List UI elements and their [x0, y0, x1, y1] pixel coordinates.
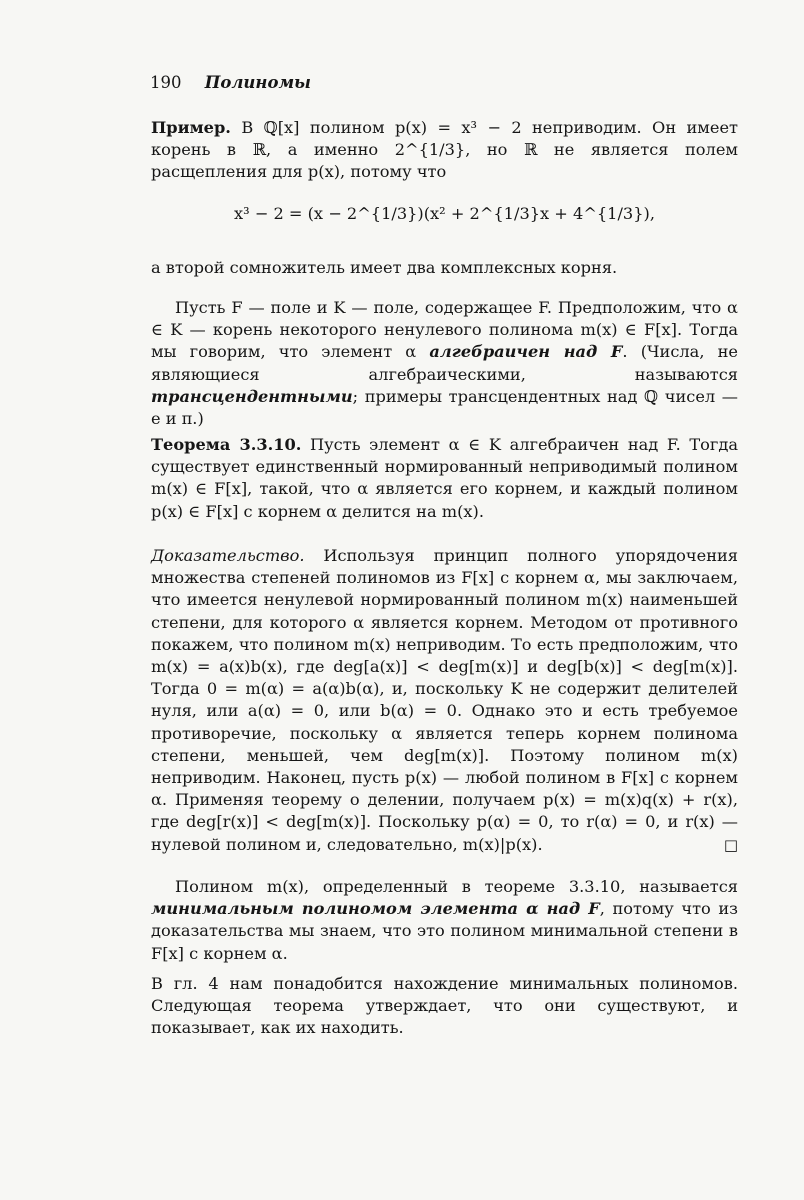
- minimal-polynomial-block: [151, 876, 738, 965]
- example-label: Пример.: [151, 118, 231, 137]
- proof-block: [151, 545, 738, 856]
- example-text: В ℚ[x] полином p(x) = x³ − 2 неприводим. Он имеет корень в ℝ, а именно 2^{1/3}, но ℝ не является полем расщепления для p(x), потому что: [151, 118, 738, 182]
- definition-part3: ; примеры трансцендентных над ℚ чисел — e и π.): [151, 386, 738, 429]
- closing-block: [151, 973, 738, 1040]
- running-title: Полиномы: [204, 73, 311, 92]
- definition-term2: трансцендентными: [151, 386, 353, 406]
- theorem-block: [151, 434, 738, 523]
- display-formula: x³ − 2 = (x − 2^{1/3})(x² + 2^{1/3}x + 4^{1/3}),: [233, 204, 655, 223]
- minimal-term: минимальным полиномом элемента α над F: [151, 899, 600, 919]
- closing-text: В гл. 4 нам понадобится нахождение минимальных полиномов. Следующая теорема утверждает, что они существуют, и показывает, как их находить.: [151, 974, 738, 1038]
- proof-label: Доказательство.: [151, 546, 305, 565]
- page-header: [150, 73, 311, 92]
- theorem-label: Теорема 3.3.10.: [151, 435, 302, 454]
- minimal-part2: , потому что из доказательства мы знаем, что это полином минимальной степени в F[x] с корнем α.: [151, 899, 738, 963]
- after-formula-block: [151, 257, 738, 279]
- minimal-part1: Полином m(x), определенный в теореме 3.3.10, называется: [175, 877, 738, 896]
- page-number: 190: [150, 73, 182, 92]
- definition-term1: алгебраичен над F: [429, 342, 623, 362]
- after-formula-text: а второй сомножитель имеет два комплексных корня.: [151, 258, 618, 277]
- theorem-text: Пусть элемент α ∈ K алгебраичен над F. Тогда существует единственный нормированный неприводимый полином m(x) ∈ F[x], такой, что α является его корнем, и каждый полином p(x) ∈ F[x] с корнем α делится на m(x).: [151, 435, 739, 521]
- definition-part1: Пусть F — поле и K — поле, содержащее F. Предположим, что α ∈ K — корень некоторого ненулевого полинома m(x) ∈ F[x]. Тогда мы говорим, что элемент α: [151, 298, 738, 362]
- definition-block: [151, 297, 738, 430]
- qed-symbol: □: [723, 835, 738, 854]
- proof-text: Используя принцип полного упорядочения множества степеней полиномов из F[x] с корнем α, мы заключаем, что имеется ненулевой нормированный полином m(x) наименьшей степени, для которого α является корнем. Методом от противного покажем, что полином m(x) неприводим. То есть предположим, что m(x) = a(x)b(x), где deg[a(x)] < deg[m(x)] и deg[b(x)] < deg[m(x)]. Тогда 0 = m(α) = a(α)b(α), и, поскольку K не содержит делителей нуля, или a(α) = 0, или b(α) = 0. Однако это и есть требуемое противоречие, поскольку α является теперь корнем полинома степени, меньшей, чем deg[m(x)]. Поэтому полином m(x) неприводим. Наконец, пусть p(x) — любой полином в F[x] с корнем α. Применяя теорему о делении, получаем p(x) = m(x)q(x) + r(x), где deg[r(x)] < deg[m(x)]. Поскольку p(α) = 0, то r(α) = 0, и r(x) — нулевой полином и, следовательно, m(x)|p(x).: [151, 546, 738, 854]
- definition-part2: . (Числа, не являющиеся алгебраическими, называются: [151, 342, 738, 384]
- example-block: [151, 117, 738, 184]
